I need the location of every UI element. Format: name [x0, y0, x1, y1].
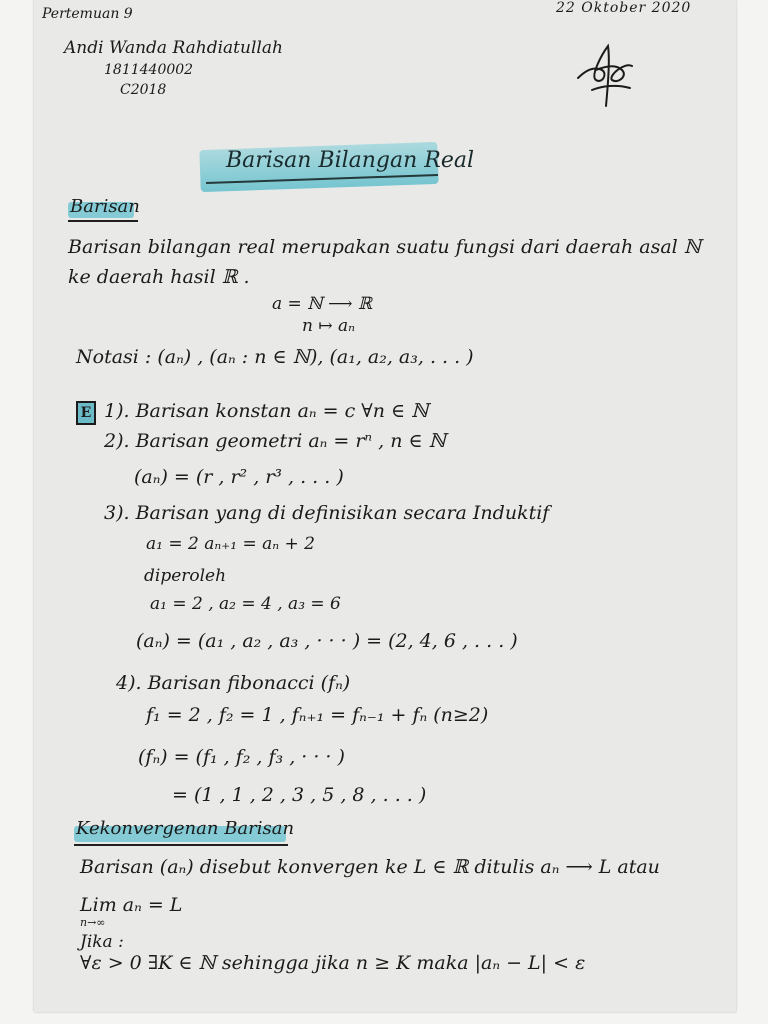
- example-3-sequence: (aₙ) = (a₁ , a₂ , a₃ , · · · ) = (2, 4, 6 , . . . ): [136, 630, 518, 652]
- author-name: Andi Wanda Rahdiatullah: [64, 38, 283, 58]
- meeting-label: Pertemuan 9: [42, 6, 133, 22]
- epsilon-condition: ∀ε > 0 ∃K ∈ ℕ sehingga jika n ≥ K maka |aₙ − L| < ε: [80, 952, 586, 974]
- class-code: C2018: [120, 82, 167, 98]
- mapping-line-2: n ↦ aₙ: [302, 316, 356, 336]
- barisan-underline: [68, 220, 138, 222]
- student-id: 1811440002: [104, 62, 194, 78]
- example-4-values: = (1 , 1 , 2 , 3 , 5 , 8 , . . . ): [172, 784, 427, 806]
- condition-label: Jika :: [80, 932, 124, 952]
- definition-line-2: ke daerah hasil ℝ .: [68, 266, 250, 288]
- example-4-recursion: f₁ = 2 , f₂ = 1 , fₙ₊₁ = fₙ₋₁ + fₙ (n≥2): [146, 704, 489, 726]
- convergence-underline: [74, 844, 288, 846]
- section-heading-barisan: Barisan: [70, 196, 140, 217]
- limit-expression: Lim aₙ = L: [80, 894, 183, 916]
- example-4-sequence: (fₙ) = (f₁ , f₂ , f₃ , · · · ): [138, 746, 345, 768]
- notation-line: Notasi : (aₙ) , (aₙ : n ∈ ℕ), (a₁, a₂, a₃, . . . ): [76, 346, 474, 368]
- example-3-obtained: diperoleh: [144, 566, 227, 586]
- example-3-recursion: a₁ = 2 aₙ₊₁ = aₙ + 2: [146, 534, 315, 554]
- mapping-line-1: a = ℕ ⟶ ℝ: [272, 294, 373, 314]
- example-3: 3). Barisan yang di definisikan secara Induktif: [104, 502, 550, 524]
- convergence-definition: Barisan (aₙ) disebut konvergen ke L ∈ ℝ ditulis aₙ ⟶ L atau: [80, 856, 660, 878]
- page-title: Barisan Bilangan Real: [226, 148, 475, 173]
- example-3-terms: a₁ = 2 , a₂ = 4 , a₃ = 6: [150, 594, 341, 614]
- definition-line-1: Barisan bilangan real merupakan suatu fungsi dari daerah asal ℕ: [68, 236, 702, 258]
- section-heading-convergence: Kekonvergenan Barisan: [76, 818, 295, 839]
- example-2: 2). Barisan geometri aₙ = rⁿ , n ∈ ℕ: [104, 430, 446, 452]
- date-label: 22 Oktober 2020: [556, 0, 692, 16]
- example-1: 1). Barisan konstan aₙ = c ∀n ∈ ℕ: [104, 400, 429, 422]
- limit-subscript: n→∞: [80, 916, 106, 929]
- example-4: 4). Barisan fibonacci (fₙ): [116, 672, 351, 694]
- signature-image: [572, 40, 636, 110]
- example-2-sequence: (aₙ) = (r , r² , r³ , . . . ): [134, 466, 344, 488]
- example-box: E: [76, 401, 96, 425]
